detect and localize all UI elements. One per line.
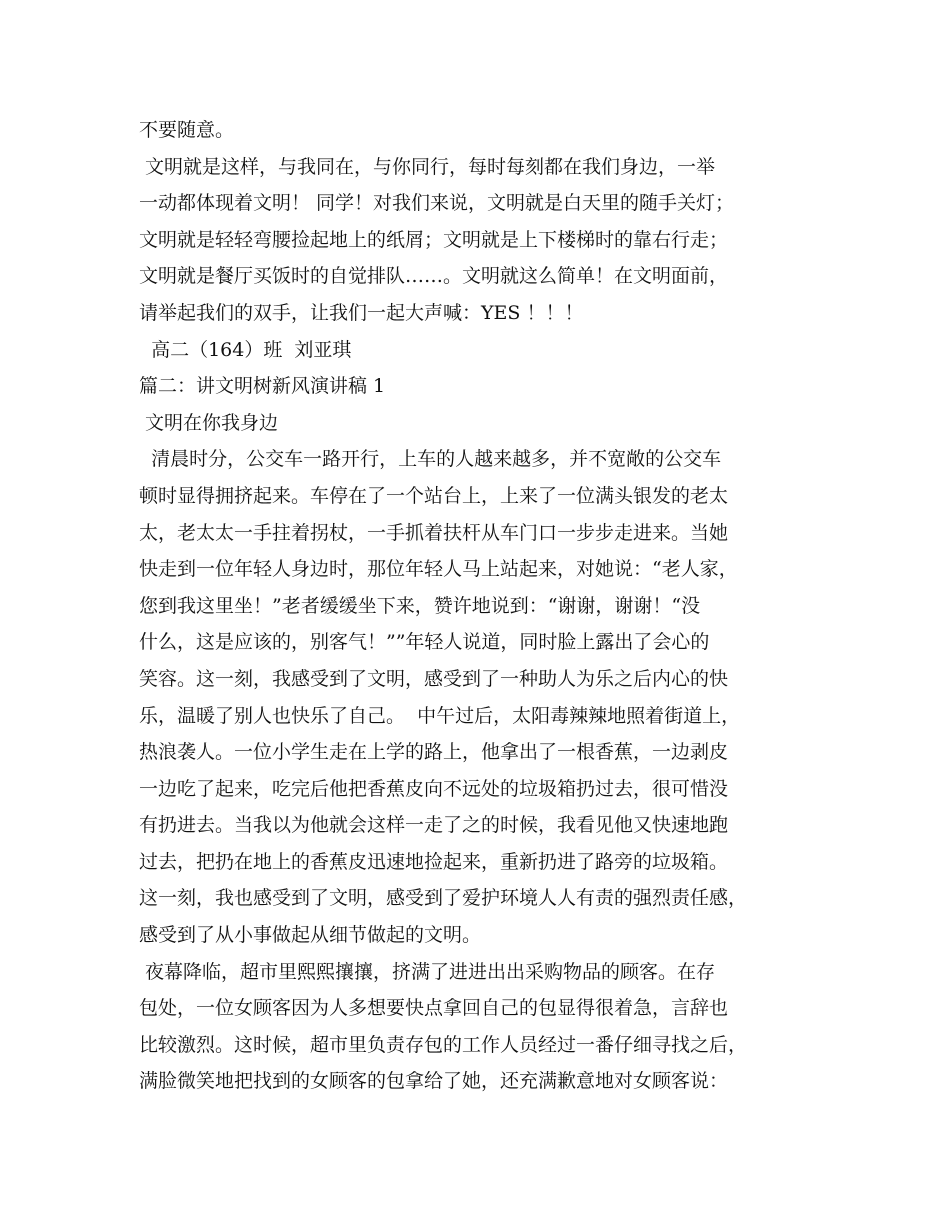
document-body bbox=[139, 112, 839, 1100]
text-line: 不要随意。 bbox=[139, 119, 235, 141]
text-line: 乐，温暖了别人也快乐了自己。 中午过后，太阳毒辣辣地照着街道上， bbox=[139, 704, 741, 727]
text-line: 您到我这里坐！”老者缓缓坐下来，赞许地说到：“谢谢，谢谢！“没 bbox=[139, 594, 701, 617]
text-line: 热浪袭人。一位小学生走在上学的路上，他拿出了一根香蕉，一边剥皮 bbox=[139, 741, 729, 764]
text-line: 顿时显得拥挤起来。车停在了一个站台上，上来了一位满头银发的老太 bbox=[139, 484, 729, 507]
text-line: 清晨时分，公交车一路开行，上车的人越来越多，并不宽敞的公交车 bbox=[139, 448, 722, 471]
section-heading: 篇二：讲文明树新风演讲稿 1 bbox=[139, 375, 386, 398]
text-line: 有扔进去。当我以为他就会这样一走了之的时候，我看见他又快速地跑 bbox=[139, 814, 729, 837]
text-line: 快走到一位年轻人身边时，那位年轻人马上站起来，对她说：“老人家， bbox=[139, 558, 738, 581]
text-line: 文明就是这样，与我同在，与你同行，每时每刻都在我们身边，一举 bbox=[139, 155, 716, 178]
text-line: 感受到了从小事做起从细节做起的文明。 bbox=[139, 924, 482, 947]
text-line: 夜幕降临，超市里熙熙攘攘，挤满了进进出出采购物品的顾客。在存 bbox=[139, 960, 716, 983]
text-line: 这一刻，我也感受到了文明，感受到了爱护环境人人有责的强烈责任感， bbox=[139, 887, 748, 910]
article-title: 文明在你我身边 bbox=[139, 411, 279, 434]
text-line: 过去，把扔在地上的香蕉皮迅速地捡起来，重新扔进了路旁的垃圾箱。 bbox=[139, 850, 729, 873]
text-line: 包处，一位女顾客因为人多想要快点拿回自己的包显得很着急，言辞也 bbox=[139, 997, 729, 1020]
text-line: 文明就是餐厅买饭时的自觉排队……。文明就这么简单！在文明面前， bbox=[139, 265, 729, 288]
text-line: 请举起我们的双手，让我们一起大声喊：YES ！！！ bbox=[139, 301, 584, 324]
text-line: 比较激烈。这时候，超市里负责存包的工作人员经过一番仔细寻找之后， bbox=[139, 1033, 748, 1056]
text-line: 一边吃了起来，吃完后他把香蕉皮向不远处的垃圾箱扔过去，很可惜没 bbox=[139, 777, 729, 800]
text-line: 满脸微笑地把找到的女顾客的包拿给了她，还充满歉意地对女顾客说： bbox=[139, 1070, 729, 1093]
text-line: 笑容。这一刻，我感受到了文明，感受到了一种助人为乐之后内心的快 bbox=[139, 667, 729, 690]
text-line: 太，老太太一手拄着拐杖，一手抓着扶杆从车门口一步步走进来。当她 bbox=[139, 521, 729, 544]
text-line: 什么，这是应该的，别客气！””年轻人说道，同时脸上露出了会心的 bbox=[139, 631, 710, 654]
text-line: 文明就是轻轻弯腰捡起地上的纸屑；文明就是上下楼梯时的靠右行走； bbox=[139, 228, 729, 251]
author-line: 高二（164）班 刘亚琪 bbox=[139, 338, 352, 361]
text-line: 一动都体现着文明！ 同学！对我们来说，文明就是白天里的随手关灯； bbox=[139, 192, 735, 215]
